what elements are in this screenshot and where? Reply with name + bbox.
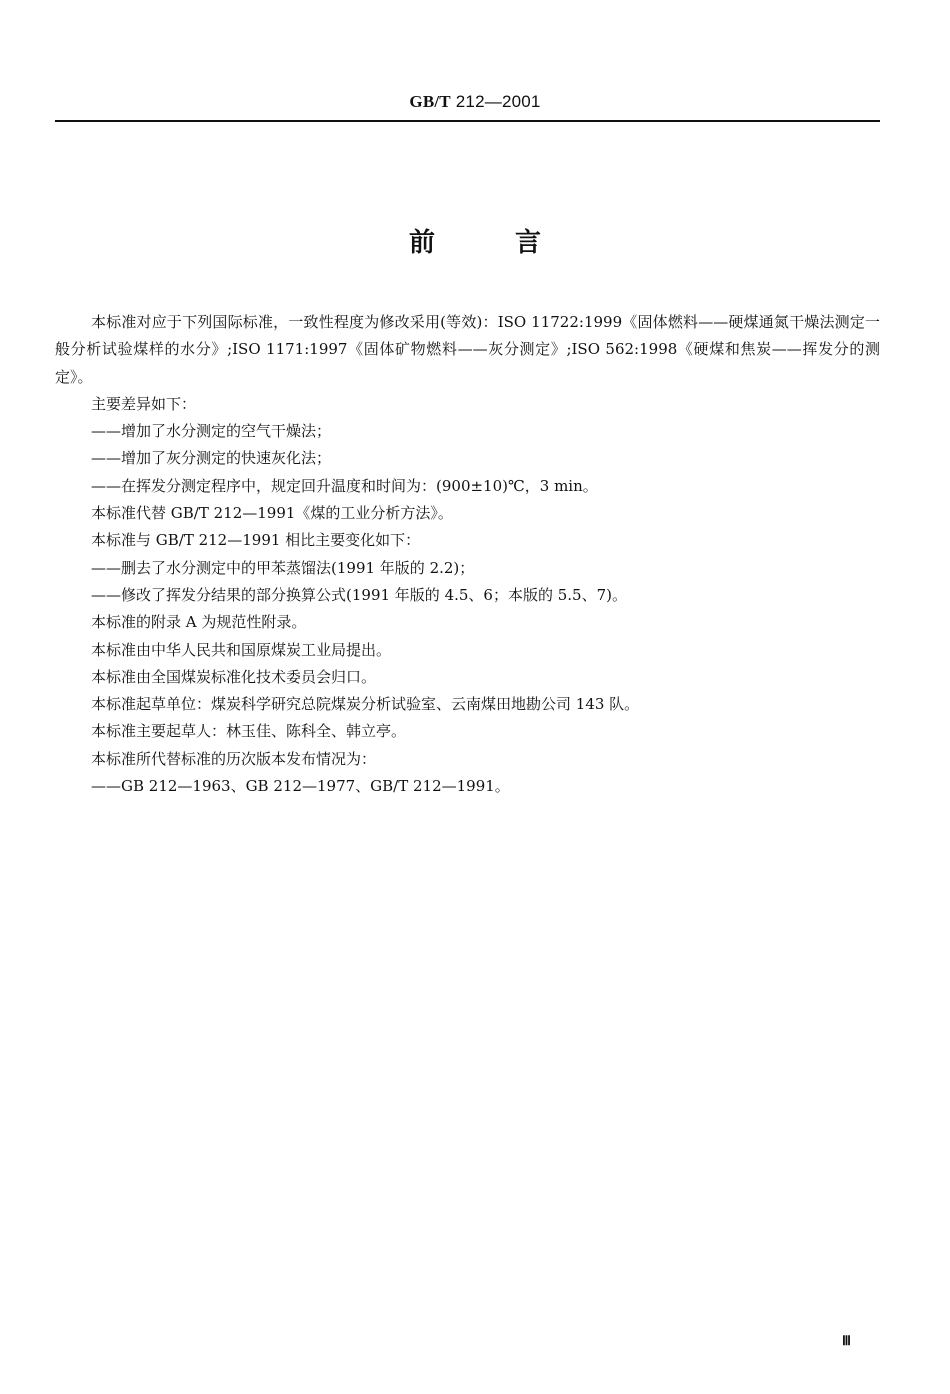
foreword-body	[55, 309, 880, 800]
paragraph-correspondence: 本标准对应于下列国际标准，一致性程度为修改采用(等效)：ISO 11722:1999《固体燃料——硬煤通氮干燥法测定一般分析试验煤样的水分》;ISO 1171:1997《固体矿物燃料——灰分测定》;ISO 562:1998《硬煤和焦炭——挥发分的测定》。	[55, 313, 880, 386]
title-char-1: 前	[408, 228, 435, 258]
title-char-2: 言	[515, 228, 542, 258]
paragraph-proposed-by: 本标准由中华人民共和国原煤炭工业局提出。	[91, 640, 392, 659]
paragraph-replaces: 本标准代替 GB/T 212—1991《煤的工业分析方法》。	[91, 504, 453, 523]
standard-code-header	[0, 92, 950, 112]
standard-code-number: 212—2001	[450, 92, 541, 111]
page-number: Ⅲ	[842, 1333, 851, 1348]
page-title	[0, 222, 950, 259]
list-item-difference: ——在挥发分测定程序中，规定回升温度和时间为：(900±10)℃，3 min。	[91, 476, 598, 495]
header-rule	[55, 120, 880, 122]
paragraph-changes: 本标准与 GB/T 212—1991 相比主要变化如下：	[91, 531, 421, 550]
paragraph-drafters: 本标准主要起草人：林玉佳、陈科全、韩立亭。	[91, 722, 407, 741]
paragraph-centralized-by: 本标准由全国煤炭标准化技术委员会归口。	[91, 667, 377, 686]
list-item-difference: ——增加了灰分测定的快速灰化法；	[91, 449, 332, 468]
paragraph-history: 本标准所代替标准的历次版本发布情况为：	[91, 749, 377, 768]
paragraph-drafting-units: 本标准起草单位：煤炭科学研究总院煤炭分析试验室、云南煤田地勘公司 143 队。	[91, 695, 640, 714]
paragraph-annex: 本标准的附录 A 为规范性附录。	[91, 613, 307, 632]
paragraph-main-differences: 主要差异如下：	[91, 394, 197, 413]
list-item-difference: ——增加了水分测定的空气干燥法；	[91, 422, 332, 441]
list-item-change: ——修改了挥发分结果的部分换算公式(1991 年版的 4.5、6；本版的 5.5、7)。	[91, 585, 627, 604]
list-item-history: ——GB 212—1963、GB 212—1977、GB/T 212—1991。	[91, 777, 510, 796]
list-item-change: ——删去了水分测定中的甲苯蒸馏法(1991 年版的 2.2)；	[91, 558, 475, 577]
standard-code-prefix: GB/T	[409, 92, 451, 111]
